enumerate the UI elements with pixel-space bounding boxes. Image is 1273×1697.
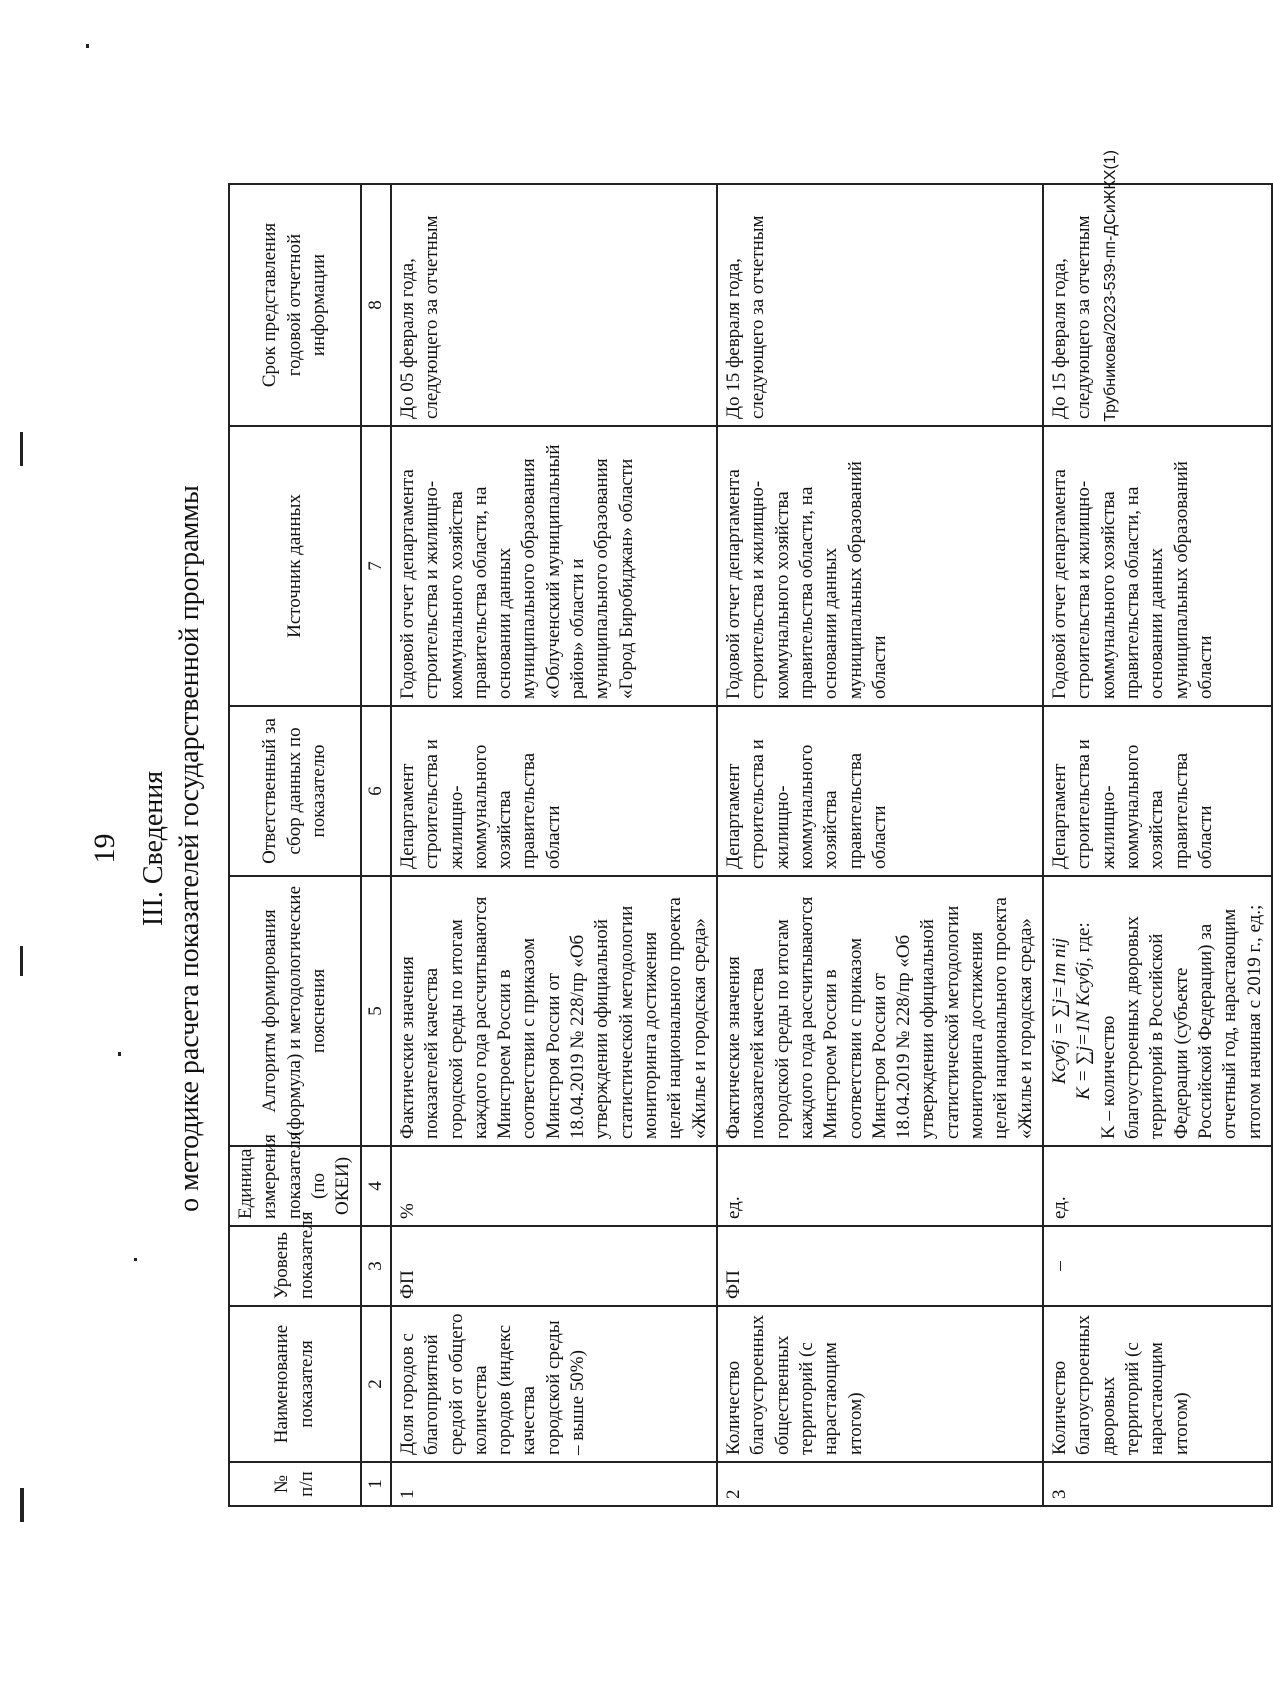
indicator-deadline: До 15 февраля года, следующего за отчетным: [1043, 184, 1272, 426]
column-number: 2: [361, 1306, 391, 1462]
indicator-unit: %: [391, 1146, 717, 1226]
table-row: [1043, 184, 1272, 1506]
table-row: [391, 184, 717, 1506]
header-cell: Источник данных: [229, 426, 361, 706]
formula-total-text: K = ∑j=1N Kсубj: [1073, 961, 1095, 1100]
indicator-name: Количество благоустроенных общественных территорий (с нарастающим итогом): [717, 1306, 1043, 1462]
column-number: 7: [361, 426, 391, 706]
section-subtitle: о методике расчета показателей государственной программы: [174, 485, 205, 1212]
indicator-algorithm: Фактические значения показателей качества городской среды по итогам каждого года рассчитываются Минстроем России в соответствии с приказом Минстроя России от 18.04.2019 № 228/пр «Об утверждении официальной статистической методологии мониторинга достижения целей национального проекта «Жилье и городская среда»: [391, 876, 717, 1146]
column-number: 5: [361, 876, 391, 1146]
scan-mark: [20, 946, 23, 976]
indicator-source: Годовой отчет департамента строительства и жилищно-коммунального хозяйства правительства области, на основании данных муниципального образования «Облученский муниципальный район» области и муниципального образования «Город Биробиджан» области: [391, 426, 717, 706]
header-cell: № п/п: [229, 1462, 361, 1506]
indicator-level: ФП: [717, 1226, 1043, 1306]
header-cell: Уровень показателя: [229, 1226, 361, 1306]
scan-mark: [118, 1052, 121, 1056]
row-number: 1: [391, 1462, 717, 1506]
indicator-level: –: [1043, 1226, 1272, 1306]
indicator-unit: ед.: [1043, 1146, 1272, 1226]
indicator-algorithm-cell: [1043, 876, 1272, 1146]
indicator-source: Годовой отчет департамента строительства и жилищно-коммунального хозяйства правительства области, на основании данных муниципальных образований области: [717, 426, 1043, 706]
column-number: 8: [361, 184, 391, 426]
header-cell: Срок представления годовой отчетной информации: [229, 184, 361, 426]
indicator-responsible: Департамент строительства и жилищно-коммунального хозяйства правительства области: [1043, 706, 1272, 876]
column-number: 6: [361, 706, 391, 876]
column-number-row: [361, 184, 391, 1506]
indicator-name: Доля городов с благоприятной средой от общего количества городов (индекс качества городской среды – выше 50%): [391, 1306, 717, 1462]
column-number: 1: [361, 1462, 391, 1506]
formula-total: [1072, 883, 1096, 1139]
column-number: 3: [361, 1226, 391, 1306]
indicator-unit: ед.: [717, 1146, 1043, 1226]
indicator-algorithm: K – количество благоустроенных дворовых территорий в Российской Федерации (субъекте Российской Федерации) за отчетный год, нарастающим итогом начиная с 2019 г., ед.;: [1097, 904, 1265, 1139]
indicator-deadline: До 15 февраля года, следующего за отчетным: [717, 184, 1043, 426]
header-cell: Наименование показателя: [229, 1306, 361, 1462]
section-title: III. Сведения: [138, 770, 169, 927]
scan-mark: [86, 44, 89, 48]
indicator-source: Годовой отчет департамента строительства и жилищно-коммунального хозяйства правительства области, на основании данных муниципальных образований области: [1043, 426, 1272, 706]
formula-where: , где:: [1073, 922, 1095, 962]
column-number: 4: [361, 1146, 391, 1226]
document-footer: Трубникова/2023-539-пп-ДСиЖКХ(1): [1102, 150, 1119, 422]
header-cell: Алгоритм формирования (формула) и методологические пояснения: [229, 876, 361, 1146]
header-cell: Единица измерения показателя (по ОКЕИ): [229, 1146, 361, 1226]
table-row: [717, 184, 1043, 1506]
row-number: 3: [1043, 1462, 1272, 1506]
header-cell: Ответственный за сбор данных по показателю: [229, 706, 361, 876]
row-number: 2: [717, 1462, 1043, 1506]
scan-mark: [20, 432, 23, 466]
indicator-responsible: Департамент строительства и жилищно-коммунального хозяйства правительства области: [717, 706, 1043, 876]
indicator-algorithm: Фактические значения показателей качества городской среды по итогам каждого года рассчитываются Минстроем России в соответствии с приказом Минстроя России от 18.04.2019 № 228/пр «Об утверждении официальной статистической методологии мониторинга достижения целей национального проекта «Жилье и городская среда»: [717, 876, 1043, 1146]
scan-mark: [134, 1258, 137, 1261]
indicator-level: ФП: [391, 1226, 717, 1306]
indicator-responsible: Департамент строительства и жилищно-коммунального хозяйства правительства области: [391, 706, 717, 876]
scan-mark: [20, 1488, 24, 1522]
indicator-name: Количество благоустроенных дворовых территорий (с нарастающим итогом): [1043, 1306, 1272, 1462]
formula-subject: Kсубj = ∑j=1m nij: [1049, 937, 1070, 1085]
indicator-deadline: До 05 февраля года, следующего за отчетным: [391, 184, 717, 426]
table-header-row: [229, 184, 361, 1506]
page-number: 19: [88, 833, 121, 864]
